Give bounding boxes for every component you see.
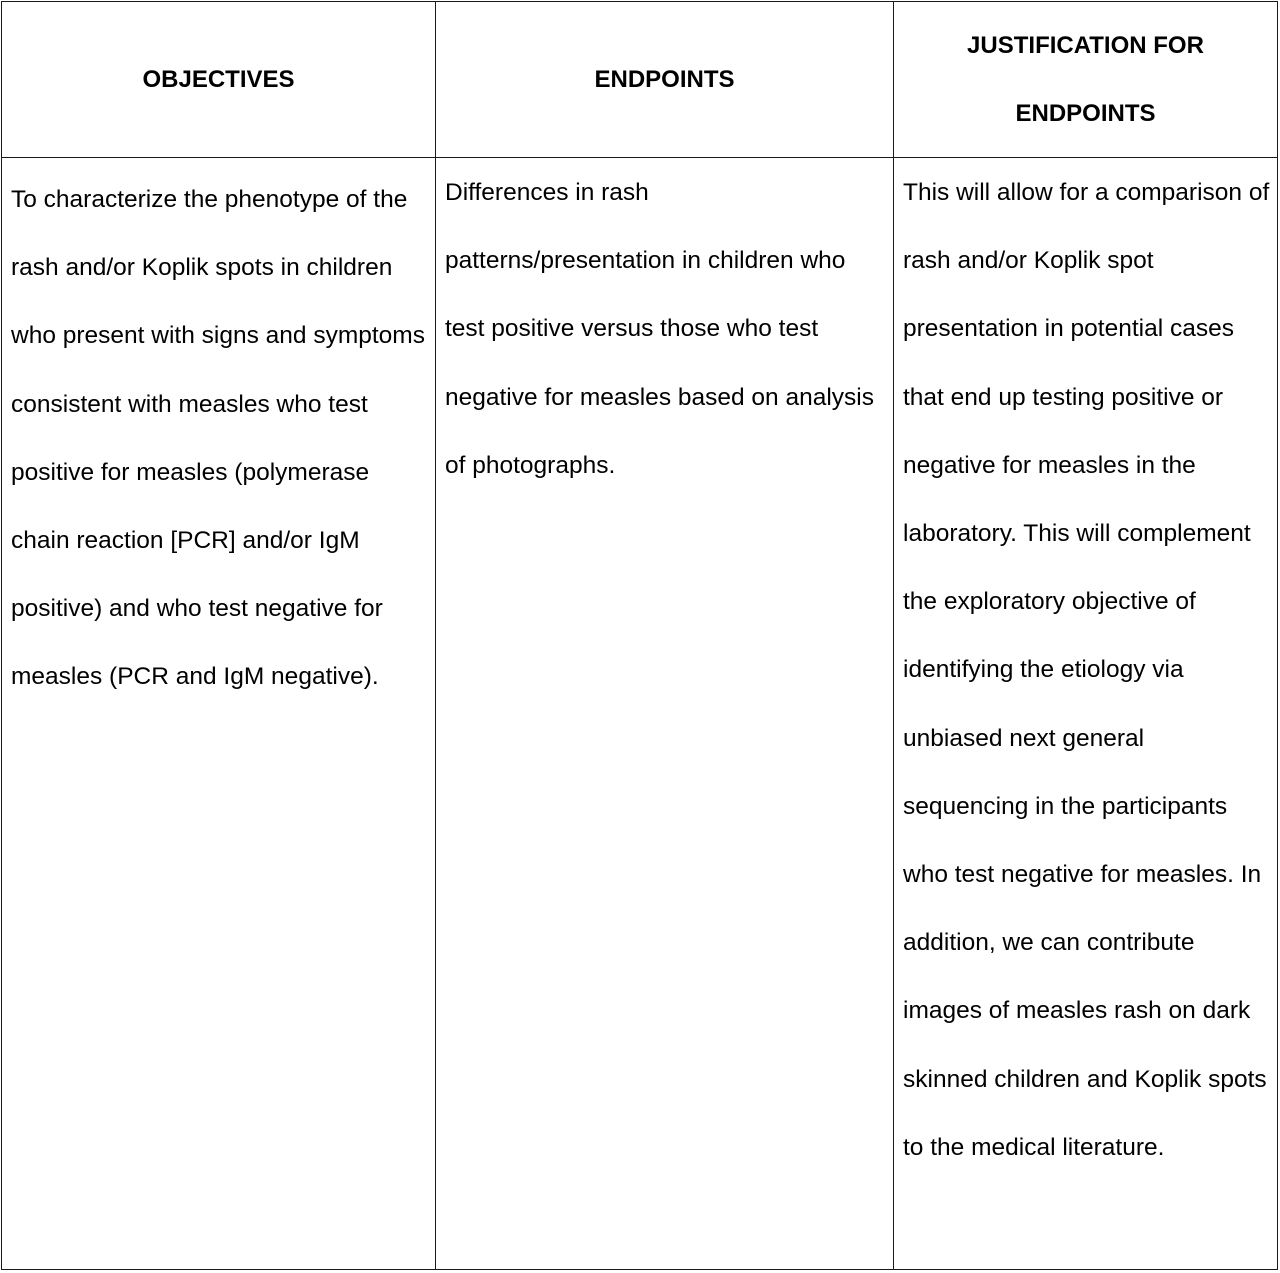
objectives-endpoints-table [1,1,1278,1270]
cell-justification [894,158,1278,1270]
table-row [2,158,1278,1270]
header-endpoints-label: ENDPOINTS [594,65,735,93]
endpoints-text: Differences in rash patterns/presentation in children who test positive versus those who test negative for measles based on analysis of photographs. [445,179,875,479]
table-header-row [2,2,1278,158]
header-endpoints [436,2,894,158]
objectives-text: To characterize the phenotype of the rash and/or Koplik spots in children who present with signs and symptoms consistent with measles who test positive for measles (polymerase chain reaction [PCR] and/or IgM positive) and who test negative for measles (PCR and IgM negative). [11,186,425,691]
cell-endpoints [436,158,894,1270]
header-objectives-label: OBJECTIVES [142,65,295,93]
header-justification [894,2,1278,158]
header-objectives [2,2,436,158]
header-justification-label: JUSTIFICATION FOR ENDPOINTS [967,31,1204,127]
justification-text: This will allow for a comparison of rash and/or Koplik spot presentation in potential cases that end up testing positive or negative for measles in the laboratory. This will complement the exploratory objective of identifying the etiology via unbiased next general sequencing in the participants who test negative for measles. In addition, we can contribute images of measles rash on dark skinned children and Koplik spots to the medical literature. [903,179,1270,1161]
cell-objectives [2,158,436,1270]
